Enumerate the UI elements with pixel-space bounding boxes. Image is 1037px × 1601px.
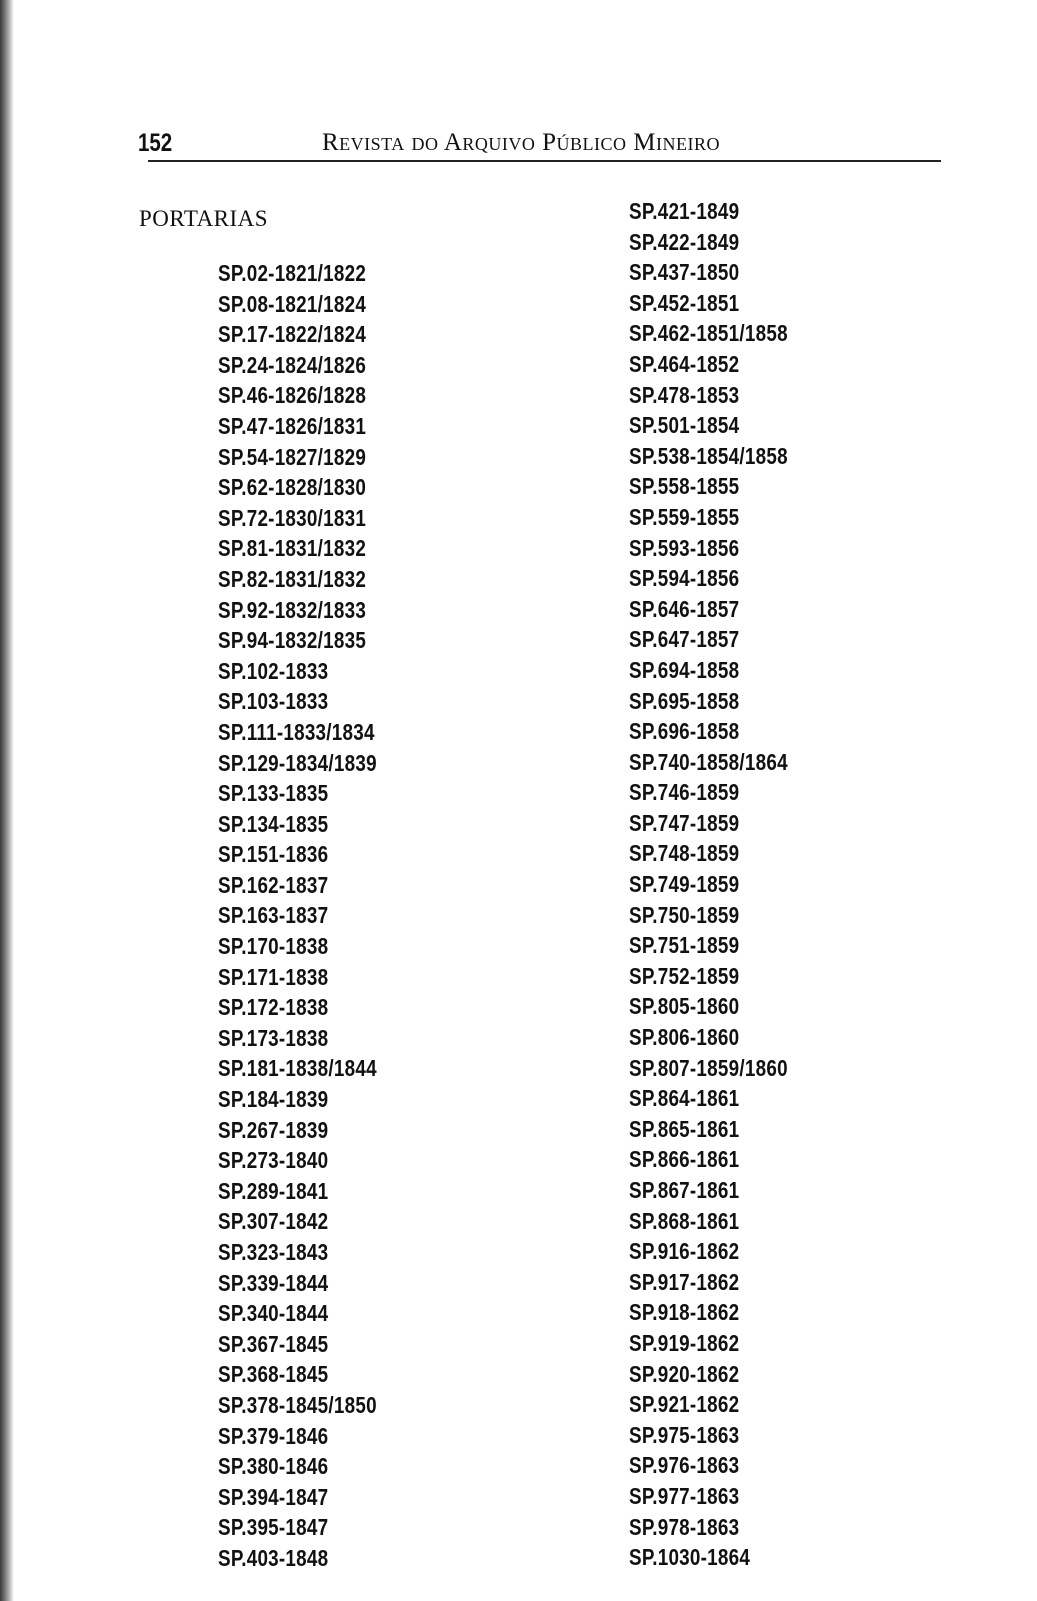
portaria-entry: SP.421-1849 — [629, 198, 740, 224]
portaria-entry: SP.750-1859 — [629, 901, 740, 928]
portaria-entry: SP.02-1821/1822 — [218, 260, 367, 286]
portaria-entry: SP.478-1853 — [629, 381, 740, 408]
portaria-entry: SP.748-1859 — [629, 840, 740, 867]
portaria-entry: SP.47-1826/1831 — [218, 412, 367, 439]
portaria-entry: SP.151-1836 — [218, 841, 329, 868]
portaria-entry: SP.746-1859 — [629, 779, 740, 806]
portaria-entry: SP.289-1841 — [218, 1177, 329, 1204]
portaria-entry: SP.307-1842 — [218, 1208, 329, 1235]
portaria-entry: SP.749-1859 — [629, 871, 740, 898]
portaria-entry: SP.72-1830/1831 — [218, 504, 367, 531]
portaria-entry: SP.695-1858 — [629, 687, 740, 714]
portaria-entry: SP.378-1845/1850 — [218, 1391, 377, 1418]
portaria-entry: SP.920-1862 — [629, 1360, 740, 1387]
portaria-entry: SP.921-1862 — [629, 1391, 740, 1418]
portaria-entry: SP.805-1860 — [629, 993, 740, 1020]
portaria-entry: SP.740-1858/1864 — [629, 748, 788, 775]
portaria-entry: SP.919-1862 — [629, 1329, 740, 1356]
portaria-entry: SP.918-1862 — [629, 1299, 740, 1326]
portaria-entry: SP.62-1828/1830 — [218, 474, 367, 501]
portaria-entry: SP.647-1857 — [629, 626, 740, 653]
portaria-entry: SP.273-1840 — [218, 1147, 329, 1174]
portaria-entry: SP.437-1850 — [629, 259, 740, 286]
portaria-entry: SP.977-1863 — [629, 1482, 740, 1509]
portaria-entry: SP.865-1861 — [629, 1115, 740, 1142]
portaria-entry: SP.46-1826/1828 — [218, 382, 367, 409]
portaria-entry: SP.976-1863 — [629, 1452, 740, 1479]
portaria-entry: SP.395-1847 — [218, 1514, 329, 1541]
portaria-entry: SP.752-1859 — [629, 962, 740, 989]
portaria-entry: SP.103-1833 — [218, 688, 329, 715]
portaria-entry: SP.111-1833/1834 — [218, 718, 375, 745]
portaria-entry: SP.24-1824/1826 — [218, 351, 367, 378]
portaria-entry: SP.747-1859 — [629, 809, 740, 836]
section-title: PORTARIAS — [139, 206, 269, 231]
portaria-entry: SP.368-1845 — [218, 1361, 329, 1388]
portaria-entry: SP.367-1845 — [218, 1330, 329, 1357]
portaria-entry: SP.54-1827/1829 — [218, 443, 367, 470]
portaria-entry: SP.403-1848 — [218, 1544, 329, 1571]
portaria-entry: SP.181-1838/1844 — [218, 1055, 377, 1082]
portaria-entry: SP.380-1846 — [218, 1453, 329, 1480]
portaria-entry: SP.559-1855 — [629, 503, 740, 530]
portaria-entry: SP.916-1862 — [629, 1238, 740, 1265]
portaria-entry: SP.558-1855 — [629, 473, 740, 500]
portaria-entry: SP.163-1837 — [218, 902, 329, 929]
portaria-entry: SP.379-1846 — [218, 1422, 329, 1449]
portaria-entry: SP.978-1863 — [629, 1513, 740, 1540]
portaria-entry: SP.751-1859 — [629, 932, 740, 959]
portaria-entry: SP.462-1851/1858 — [629, 320, 788, 347]
portaria-entry: SP.171-1838 — [218, 963, 329, 990]
book-spine-shadow — [0, 0, 14, 1601]
portaria-entry: SP.17-1822/1824 — [218, 321, 367, 348]
portaria-entry: SP.464-1852 — [629, 350, 740, 377]
portaria-entry: SP.340-1844 — [218, 1300, 329, 1327]
page-number: 152 — [138, 129, 173, 157]
portaria-entry: SP.184-1839 — [218, 1086, 329, 1113]
portaria-entry: SP.807-1859/1860 — [629, 1054, 788, 1081]
portaria-entry: SP.394-1847 — [218, 1483, 329, 1510]
portaria-entry: SP.975-1863 — [629, 1421, 740, 1448]
portaria-entry: SP.323-1843 — [218, 1239, 329, 1265]
portaria-entry: SP.92-1832/1833 — [218, 596, 367, 623]
portaria-entry: SP.173-1838 — [218, 1024, 329, 1051]
portaria-entry: SP.133-1835 — [218, 780, 329, 807]
header-rule — [148, 160, 941, 162]
portaria-entry: SP.501-1854 — [629, 412, 740, 439]
portaria-entry: SP.129-1834/1839 — [218, 749, 377, 776]
portaria-entry: SP.422-1849 — [629, 228, 740, 255]
portaria-entry: SP.694-1858 — [629, 656, 740, 683]
page-header — [138, 125, 938, 159]
portaria-entry: SP.1030-1864 — [629, 1544, 751, 1571]
portaria-entry: SP.594-1856 — [629, 565, 740, 592]
portaria-entry: SP.172-1838 — [218, 994, 329, 1021]
portaria-entry: SP.162-1837 — [218, 871, 329, 898]
running-title: Revista do Arquivo Público Mineiro — [322, 129, 721, 156]
portaria-entry: SP.864-1861 — [629, 1085, 740, 1112]
portaria-entry: SP.81-1831/1832 — [218, 535, 367, 562]
portaria-entry: SP.452-1851 — [629, 289, 740, 316]
portaria-entry: SP.917-1862 — [629, 1268, 740, 1295]
portaria-entry: SP.134-1835 — [218, 810, 329, 837]
portaria-entry: SP.339-1844 — [218, 1269, 329, 1296]
portaria-entry: SP.696-1858 — [629, 718, 740, 745]
portaria-entry: SP.538-1854/1858 — [629, 442, 788, 469]
portaria-entry: SP.646-1857 — [629, 595, 740, 622]
left-column-list — [218, 258, 412, 1574]
portaria-entry: SP.82-1831/1832 — [218, 565, 367, 592]
portaria-entry: SP.170-1838 — [218, 933, 329, 960]
portaria-entry: SP.593-1856 — [629, 534, 740, 561]
portaria-entry: SP.868-1861 — [629, 1207, 740, 1234]
right-column-list — [629, 196, 823, 1573]
portaria-entry: SP.102-1833 — [218, 657, 329, 684]
portaria-entry: SP.08-1821/1824 — [218, 290, 367, 317]
portaria-entry: SP.867-1861 — [629, 1177, 740, 1203]
portaria-entry: SP.94-1832/1835 — [218, 627, 367, 654]
portaria-entry: SP.267-1839 — [218, 1116, 329, 1143]
portaria-entry: SP.866-1861 — [629, 1146, 740, 1173]
portaria-entry: SP.806-1860 — [629, 1024, 740, 1051]
